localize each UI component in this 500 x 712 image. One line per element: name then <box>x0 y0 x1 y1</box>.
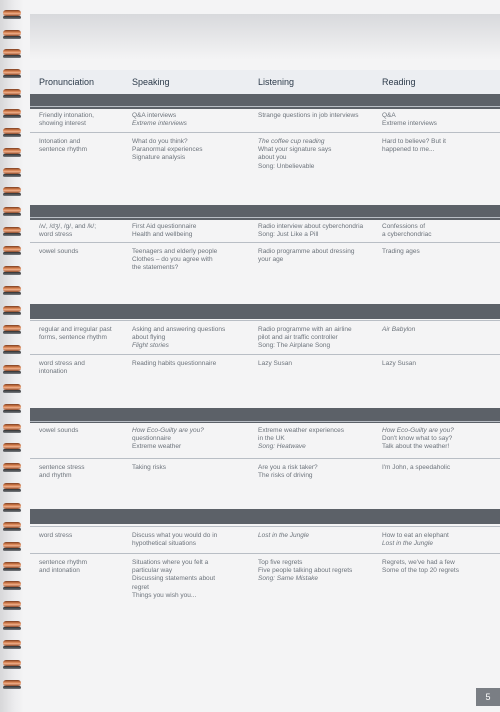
cell-listening: Top five regrets Five people talking about regrets Song: Same Mistake <box>258 559 353 583</box>
cell-pronunciation: sentence rhythm and intonation <box>39 559 88 575</box>
cell-pronunciation: vowel sounds <box>39 427 79 434</box>
table-header-row <box>30 70 500 95</box>
table-row <box>30 354 500 391</box>
spiral-ring <box>3 227 21 233</box>
cell-speaking: Q&A interviews Extreme interviews <box>132 112 187 128</box>
header-speaking: Speaking <box>132 77 170 87</box>
cell-listening: Strange questions in job interviews <box>258 112 359 119</box>
cell-reading: Regrets, we've had a few Some of the top 20 regrets <box>382 559 459 575</box>
cell-speaking: Situations where you felt a particular way Discussing statements about regret Things you wish you... <box>132 559 216 599</box>
table-row <box>30 458 500 499</box>
cell-pronunciation: regular and irregular past forms, sentence rhythm <box>39 326 112 342</box>
spiral-ring <box>3 424 21 430</box>
spiral-ring <box>3 503 21 509</box>
spiral-ring <box>3 10 21 16</box>
header-listening: Listening <box>258 77 295 87</box>
cell-speaking: Reading habits questionnaire <box>132 360 217 367</box>
spiral-ring <box>3 680 21 686</box>
cell-pronunciation: /ʌ/, /dʒ/, /g/, and /k/; word stress <box>39 223 97 239</box>
cell-pronunciation: Friendly intonation, showing interest <box>39 112 94 128</box>
cell-reading: Lazy Susan <box>382 360 416 367</box>
cell-reading: Q&A Extreme interviews <box>382 112 437 128</box>
header-reading: Reading <box>382 77 416 87</box>
spiral-ring <box>3 463 21 469</box>
cell-speaking: What do you think? Paranormal experiences Signature analysis <box>132 138 203 162</box>
cell-pronunciation: Intonation and sentence rhythm <box>39 138 88 154</box>
page-top-shadow <box>30 14 500 60</box>
cell-listening: The coffee cup reading What your signature says about you Song: Unbelievable <box>258 138 332 170</box>
cell-pronunciation: word stress and intonation <box>39 360 85 376</box>
cell-speaking: First Aid questionnaire Health and wellbeing <box>132 223 197 239</box>
spiral-ring <box>3 542 21 548</box>
spiral-ring <box>3 89 21 95</box>
cell-speaking: Discuss what you would do in hypothetical situations <box>132 532 218 548</box>
cell-pronunciation: vowel sounds <box>39 248 79 255</box>
cell-listening: Radio programme about dressing your age <box>258 248 355 264</box>
spiral-ring <box>3 345 21 351</box>
spiral-ring <box>3 49 21 55</box>
cell-reading: Hard to believe? But it happened to me... <box>382 138 446 154</box>
spiral-ring <box>3 483 21 489</box>
cell-listening: Extreme weather experiences in the UK Song: Heatwave <box>258 427 344 451</box>
spiral-ring <box>3 562 21 568</box>
section-band <box>30 509 500 524</box>
spiral-ring <box>3 69 21 75</box>
cell-speaking: Taking risks <box>132 464 166 471</box>
spiral-ring <box>3 404 21 410</box>
contents-table <box>30 0 500 712</box>
spiral-ring <box>3 148 21 154</box>
cell-reading: Confessions of a cyberchondriac <box>382 223 432 239</box>
spiral-binding <box>0 0 24 712</box>
spiral-ring <box>3 325 21 331</box>
spiral-ring <box>3 128 21 134</box>
spiral-ring <box>3 109 21 115</box>
spiral-ring <box>3 30 21 36</box>
spiral-ring <box>3 365 21 371</box>
cell-pronunciation: word stress <box>39 532 73 539</box>
table-row <box>30 421 500 462</box>
cell-reading: Air Babylon <box>382 326 416 333</box>
cell-listening: Radio programme with an airline pilot and air traffic controller Song: The Airplane Song <box>258 326 352 350</box>
spiral-ring <box>3 522 21 528</box>
spiral-ring <box>3 443 21 449</box>
page-number: 5 <box>476 688 500 706</box>
cell-pronunciation: sentence stress and rhythm <box>39 464 85 480</box>
table-row <box>30 242 500 286</box>
spiral-ring <box>3 384 21 390</box>
cell-listening: Lost in the Jungle <box>258 532 309 539</box>
cell-reading: How to eat an elephant Lost in the Jungle <box>382 532 449 548</box>
cell-reading: I'm John, a speedaholic <box>382 464 451 471</box>
table-row <box>30 553 500 614</box>
spiral-ring <box>3 621 21 627</box>
spiral-ring <box>3 581 21 587</box>
spiral-ring <box>3 286 21 292</box>
cell-speaking: Teenagers and elderly people Clothes – do you agree with the statements? <box>132 248 218 272</box>
spiral-ring <box>3 601 21 607</box>
cell-reading: How Eco-Guilty are you? Don't know what to say? Talk about the weather! <box>382 427 454 451</box>
spiral-ring <box>3 207 21 213</box>
cell-speaking: How Eco-Guilty are you? questionnaire Extreme weather <box>132 427 204 451</box>
spiral-ring <box>3 266 21 272</box>
cell-listening: Are you a risk taker? The risks of driving <box>258 464 318 480</box>
section-band <box>30 304 500 319</box>
cell-speaking: Asking and answering questions about flying Flight stories <box>132 326 226 350</box>
spiral-ring <box>3 168 21 174</box>
spiral-ring <box>3 640 21 646</box>
cell-listening: Radio interview about cyberchondria Song: Just Like a Pill <box>258 223 364 239</box>
cell-listening: Lazy Susan <box>258 360 292 367</box>
cell-reading: Trading ages <box>382 248 420 255</box>
spiral-ring <box>3 660 21 666</box>
spiral-ring <box>3 187 21 193</box>
table-row <box>30 106 500 135</box>
table-row <box>30 320 500 357</box>
table-row <box>30 132 500 191</box>
spiral-ring <box>3 246 21 252</box>
spiral-ring <box>3 306 21 312</box>
header-pronunciation: Pronunciation <box>39 77 95 87</box>
